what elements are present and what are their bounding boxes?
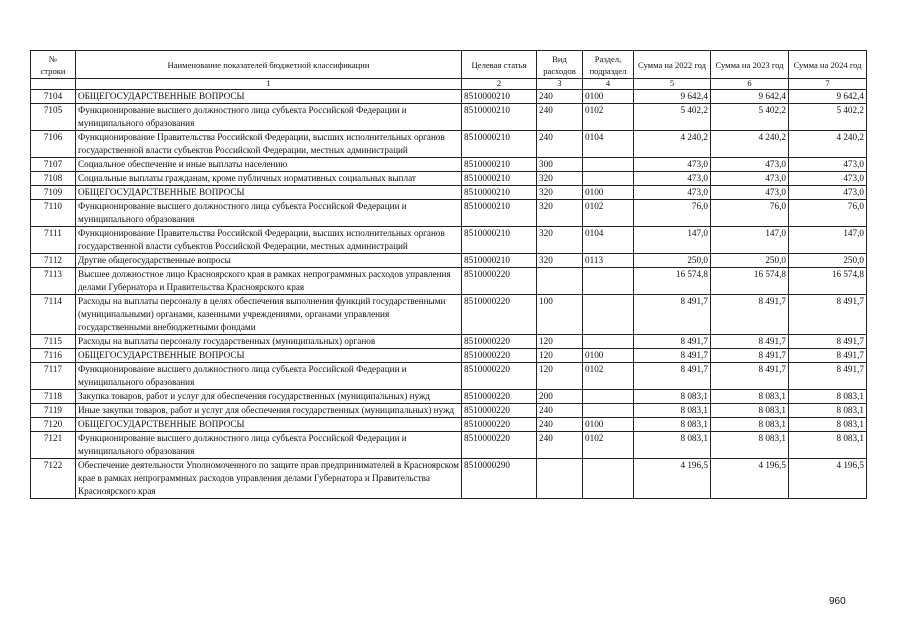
section-subsection (583, 295, 634, 335)
table-row (31, 186, 867, 200)
sum-2024: 4 196,5 (789, 459, 867, 499)
target-article: 8510000210 (462, 254, 537, 268)
target-article: 8510000220 (462, 335, 537, 349)
target-article: 8510000220 (462, 268, 537, 295)
section-subsection (583, 390, 634, 404)
sum-2022: 8 083,1 (634, 432, 711, 459)
expense-type: 320 (537, 227, 583, 254)
target-article: 8510000220 (462, 295, 537, 335)
target-article: 8510000210 (462, 104, 537, 131)
indicator-name: Другие общегосударственные вопросы (76, 254, 462, 268)
table-row (31, 104, 867, 131)
section-subsection (583, 172, 634, 186)
target-article: 8510000210 (462, 227, 537, 254)
table-row (31, 227, 867, 254)
header-name: Наименование показателей бюджетной классификации (76, 51, 462, 79)
expense-type: 240 (537, 418, 583, 432)
sum-2024: 76,0 (789, 200, 867, 227)
header-sum-2022: Сумма на 2022 год (634, 51, 711, 79)
table-row (31, 418, 867, 432)
table-row (31, 335, 867, 349)
expense-type: 240 (537, 432, 583, 459)
section-subsection (583, 158, 634, 172)
column-number: 7 (789, 79, 867, 90)
sum-2024: 8 083,1 (789, 404, 867, 418)
header-sum-2023: Сумма на 2023 год (711, 51, 789, 79)
sum-2023: 8 491,7 (711, 349, 789, 363)
table-row (31, 131, 867, 158)
target-article: 8510000210 (462, 90, 537, 104)
indicator-name: Функционирование высшего должностного лица субъекта Российской Федерации и муниципального образования (76, 200, 462, 227)
sum-2022: 4 240,2 (634, 131, 711, 158)
sum-2022: 473,0 (634, 186, 711, 200)
row-number: 7105 (31, 104, 76, 131)
section-subsection: 0100 (583, 349, 634, 363)
expense-type: 320 (537, 186, 583, 200)
sum-2024: 5 402,2 (789, 104, 867, 131)
sum-2023: 4 240,2 (711, 131, 789, 158)
section-subsection (583, 335, 634, 349)
target-article: 8510000220 (462, 390, 537, 404)
table-header-row (31, 51, 867, 79)
table-row (31, 363, 867, 390)
sum-2023: 473,0 (711, 186, 789, 200)
header-sum-2024: Сумма на 2024 год (789, 51, 867, 79)
indicator-name: ОБЩЕГОСУДАРСТВЕННЫЕ ВОПРОСЫ (76, 90, 462, 104)
header-target-article: Целевая статья (462, 51, 537, 79)
indicator-name: Функционирование Правительства Российской Федерации, высших исполнительных органов государственной власти субъектов Российской Федерации, местных администраций (76, 131, 462, 158)
expense-type: 240 (537, 404, 583, 418)
sum-2023: 250,0 (711, 254, 789, 268)
sum-2024: 8 083,1 (789, 390, 867, 404)
sum-2022: 473,0 (634, 158, 711, 172)
table-row (31, 295, 867, 335)
section-subsection: 0104 (583, 227, 634, 254)
sum-2024: 8 491,7 (789, 335, 867, 349)
sum-2023: 8 083,1 (711, 404, 789, 418)
section-subsection (583, 459, 634, 499)
indicator-name: ОБЩЕГОСУДАРСТВЕННЫЕ ВОПРОСЫ (76, 349, 462, 363)
expense-type: 240 (537, 104, 583, 131)
row-number: 7104 (31, 90, 76, 104)
section-subsection: 0100 (583, 90, 634, 104)
row-number: 7108 (31, 172, 76, 186)
expense-type: 300 (537, 158, 583, 172)
indicator-name: Расходы на выплаты персоналу в целях обеспечения выполнения функций государственными (муниципальными) органами, казенными учреждениями, органами управления государственными внебюджетными фондами (76, 295, 462, 335)
row-number: 7118 (31, 390, 76, 404)
sum-2024: 8 491,7 (789, 363, 867, 390)
row-number: 7115 (31, 335, 76, 349)
column-number: 5 (634, 79, 711, 90)
column-number: 6 (711, 79, 789, 90)
row-number: 7114 (31, 295, 76, 335)
row-number: 7109 (31, 186, 76, 200)
row-number: 7119 (31, 404, 76, 418)
section-subsection: 0100 (583, 186, 634, 200)
sum-2022: 8 083,1 (634, 390, 711, 404)
indicator-name: Социальные выплаты гражданам, кроме публичных нормативных социальных выплат (76, 172, 462, 186)
sum-2024: 473,0 (789, 158, 867, 172)
expense-type: 320 (537, 172, 583, 186)
table-row (31, 268, 867, 295)
sum-2023: 8 083,1 (711, 418, 789, 432)
column-number (31, 79, 76, 90)
sum-2022: 473,0 (634, 172, 711, 186)
section-subsection: 0102 (583, 104, 634, 131)
target-article: 8510000290 (462, 459, 537, 499)
indicator-name: Функционирование Правительства Российской Федерации, высших исполнительных органов государственной власти субъектов Российской Федерации, местных администраций (76, 227, 462, 254)
row-number: 7110 (31, 200, 76, 227)
indicator-name: Закупка товаров, работ и услуг для обеспечения государственных (муниципальных) нужд (76, 390, 462, 404)
sum-2024: 16 574,8 (789, 268, 867, 295)
table-row (31, 200, 867, 227)
sum-2023: 76,0 (711, 200, 789, 227)
sum-2024: 9 642,4 (789, 90, 867, 104)
indicator-name: ОБЩЕГОСУДАРСТВЕННЫЕ ВОПРОСЫ (76, 186, 462, 200)
table-row (31, 158, 867, 172)
sum-2022: 16 574,8 (634, 268, 711, 295)
sum-2024: 147,0 (789, 227, 867, 254)
sum-2024: 4 240,2 (789, 131, 867, 158)
table-row (31, 349, 867, 363)
sum-2024: 473,0 (789, 172, 867, 186)
sum-2023: 473,0 (711, 172, 789, 186)
expense-type: 100 (537, 295, 583, 335)
table-row (31, 432, 867, 459)
sum-2023: 473,0 (711, 158, 789, 172)
table-row (31, 90, 867, 104)
table-row (31, 254, 867, 268)
table-row (31, 172, 867, 186)
expense-type: 200 (537, 390, 583, 404)
expense-type: 120 (537, 363, 583, 390)
table-row (31, 404, 867, 418)
expense-type (537, 268, 583, 295)
row-number: 7106 (31, 131, 76, 158)
sum-2023: 147,0 (711, 227, 789, 254)
sum-2023: 8 491,7 (711, 363, 789, 390)
target-article: 8510000220 (462, 404, 537, 418)
sum-2023: 4 196,5 (711, 459, 789, 499)
row-number: 7112 (31, 254, 76, 268)
table-row (31, 390, 867, 404)
expense-type (537, 459, 583, 499)
indicator-name: Обеспечение деятельности Уполномоченного по защите прав предпринимателей в Красноярском крае в рамках непрограммных расходов управления делами Губернатора и Правительства Красноярского края (76, 459, 462, 499)
expense-type: 120 (537, 349, 583, 363)
expense-type: 120 (537, 335, 583, 349)
target-article: 8510000220 (462, 432, 537, 459)
sum-2023: 8 083,1 (711, 390, 789, 404)
target-article: 8510000210 (462, 158, 537, 172)
sum-2024: 8 491,7 (789, 349, 867, 363)
sum-2024: 8 083,1 (789, 432, 867, 459)
header-row-number: № строки (31, 51, 76, 79)
target-article: 8510000220 (462, 349, 537, 363)
row-number: 7121 (31, 432, 76, 459)
column-number: 3 (537, 79, 583, 90)
header-section: Раздел, подраздел (583, 51, 634, 79)
sum-2022: 147,0 (634, 227, 711, 254)
sum-2022: 8 491,7 (634, 295, 711, 335)
row-number: 7122 (31, 459, 76, 499)
sum-2023: 5 402,2 (711, 104, 789, 131)
column-number: 4 (583, 79, 634, 90)
sum-2022: 9 642,4 (634, 90, 711, 104)
section-subsection: 0113 (583, 254, 634, 268)
sum-2022: 8 491,7 (634, 335, 711, 349)
expense-type: 240 (537, 90, 583, 104)
target-article: 8510000210 (462, 131, 537, 158)
sum-2023: 8 083,1 (711, 432, 789, 459)
sum-2024: 8 491,7 (789, 295, 867, 335)
row-number: 7117 (31, 363, 76, 390)
target-article: 8510000220 (462, 418, 537, 432)
row-number: 7116 (31, 349, 76, 363)
sum-2022: 250,0 (634, 254, 711, 268)
target-article: 8510000220 (462, 363, 537, 390)
sum-2022: 8 083,1 (634, 404, 711, 418)
sum-2022: 4 196,5 (634, 459, 711, 499)
expense-type: 320 (537, 254, 583, 268)
sum-2022: 8 491,7 (634, 349, 711, 363)
sum-2024: 8 083,1 (789, 418, 867, 432)
row-number: 7107 (31, 158, 76, 172)
indicator-name: Высшее должностное лицо Красноярского края в рамках непрограммных расходов управления делами Губернатора и Правительства Красноярского края (76, 268, 462, 295)
sum-2022: 76,0 (634, 200, 711, 227)
expense-type: 320 (537, 200, 583, 227)
sum-2023: 8 491,7 (711, 295, 789, 335)
indicator-name: Социальное обеспечение и иные выплаты населению (76, 158, 462, 172)
sum-2022: 5 402,2 (634, 104, 711, 131)
column-number: 1 (76, 79, 462, 90)
section-subsection: 0102 (583, 432, 634, 459)
section-subsection: 0104 (583, 131, 634, 158)
sum-2023: 9 642,4 (711, 90, 789, 104)
indicator-name: ОБЩЕГОСУДАРСТВЕННЫЕ ВОПРОСЫ (76, 418, 462, 432)
section-subsection: 0100 (583, 418, 634, 432)
sum-2024: 473,0 (789, 186, 867, 200)
indicator-name: Иные закупки товаров, работ и услуг для обеспечения государственных (муниципальных) нужд (76, 404, 462, 418)
sum-2023: 16 574,8 (711, 268, 789, 295)
indicator-name: Функционирование высшего должностного лица субъекта Российской Федерации и муниципального образования (76, 432, 462, 459)
indicator-name: Функционирование высшего должностного лица субъекта Российской Федерации и муниципального образования (76, 363, 462, 390)
page-number: 960 (829, 596, 846, 607)
row-number: 7120 (31, 418, 76, 432)
indicator-name: Функционирование высшего должностного лица субъекта Российской Федерации и муниципального образования (76, 104, 462, 131)
header-expense-type: Вид расходов (537, 51, 583, 79)
section-subsection: 0102 (583, 363, 634, 390)
row-number: 7113 (31, 268, 76, 295)
expense-type: 240 (537, 131, 583, 158)
sum-2022: 8 083,1 (634, 418, 711, 432)
section-subsection: 0102 (583, 200, 634, 227)
sum-2022: 8 491,7 (634, 363, 711, 390)
row-number: 7111 (31, 227, 76, 254)
sum-2023: 8 491,7 (711, 335, 789, 349)
indicator-name: Расходы на выплаты персоналу государственных (муниципальных) органов (76, 335, 462, 349)
target-article: 8510000210 (462, 200, 537, 227)
table-row (31, 459, 867, 499)
section-subsection (583, 404, 634, 418)
target-article: 8510000210 (462, 186, 537, 200)
section-subsection (583, 268, 634, 295)
target-article: 8510000210 (462, 172, 537, 186)
column-number: 2 (462, 79, 537, 90)
sum-2024: 250,0 (789, 254, 867, 268)
column-number-row (31, 79, 867, 90)
budget-table (30, 50, 867, 499)
